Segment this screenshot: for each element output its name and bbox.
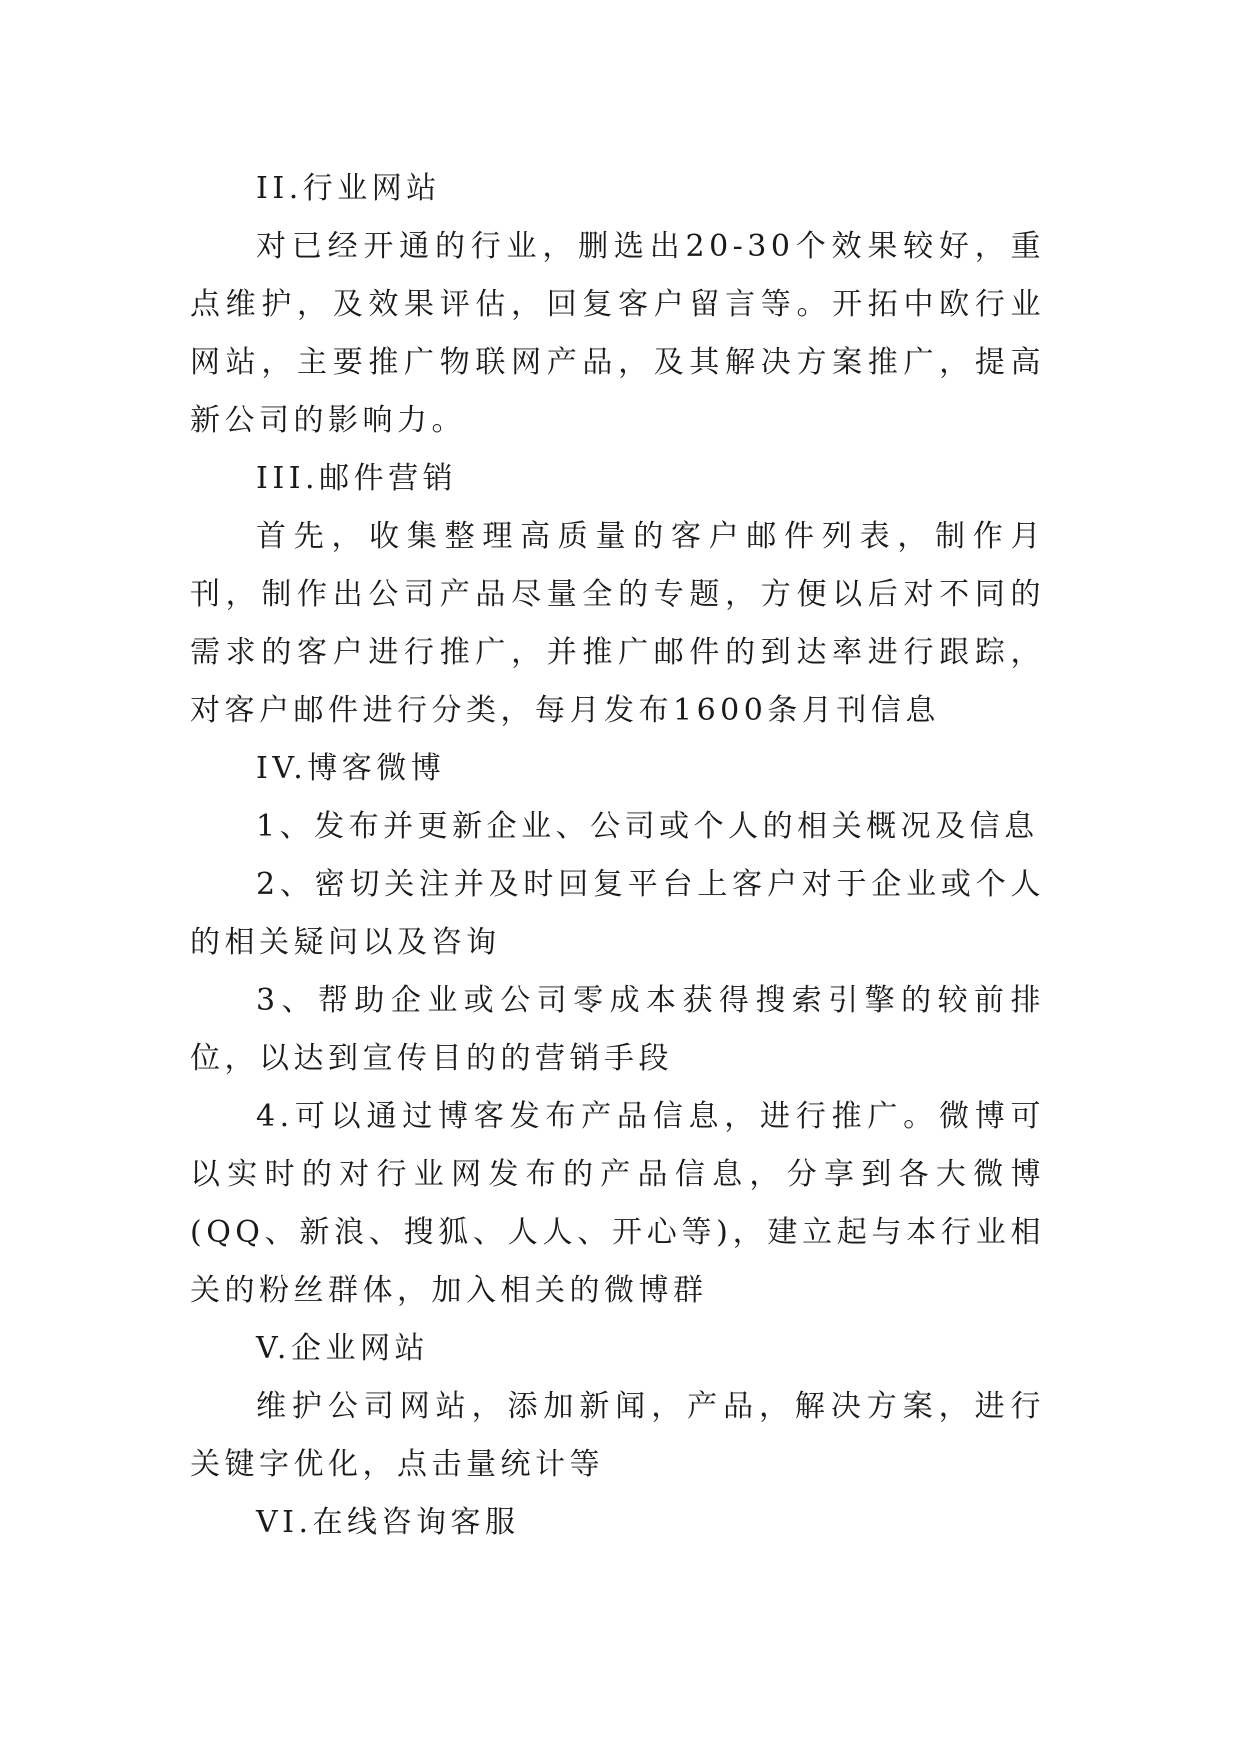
paragraph-email-marketing: 首先，收集整理高质量的客户邮件列表，制作月刊，制作出公司产品尽量全的专题，方便以后对不同的需求的客户进行推广，并推广邮件的到达率进行跟踪，对客户邮件进行分类，每月发布1600条月刊信息 [190, 519, 1045, 728]
list-item-blog-2: 2、密切关注并及时回复平台上客户对于企业或个人的相关疑问以及咨询 [190, 867, 1045, 960]
section-heading-online-support: VI.在线咨询客服 [256, 1505, 520, 1540]
list-item-blog-1: 1、发布并更新企业、公司或个人的相关概况及信息 [256, 809, 1039, 844]
list-item-blog-3: 3、帮助企业或公司零成本获得搜索引擎的较前排位，以达到宣传目的的营销手段 [190, 983, 1045, 1076]
section-heading-industry-websites: II.行业网站 [256, 171, 441, 206]
document-body [190, 160, 1045, 1552]
paragraph-company-website: 维护公司网站，添加新闻，产品，解决方案，进行关键字优化，点击量统计等 [190, 1389, 1045, 1482]
section-heading-company-website: V.企业网站 [256, 1331, 429, 1366]
section-heading-blog-weibo: IV.博客微博 [256, 751, 446, 786]
section-heading-email-marketing: III.邮件营销 [256, 461, 458, 496]
paragraph-industry-websites: 对已经开通的行业，删选出20-30个效果较好，重点维护，及效果评估，回复客户留言等。开拓中欧行业网站，主要推广物联网产品，及其解决方案推广，提高新公司的影响力。 [190, 229, 1045, 438]
list-item-blog-4: 4.可以通过博客发布产品信息，进行推广。微博可以实时的对行业网发布的产品信息，分享到各大微博(QQ、新浪、搜狐、人人、开心等)，建立起与本行业相关的粉丝群体，加入相关的微博群 [190, 1099, 1045, 1308]
